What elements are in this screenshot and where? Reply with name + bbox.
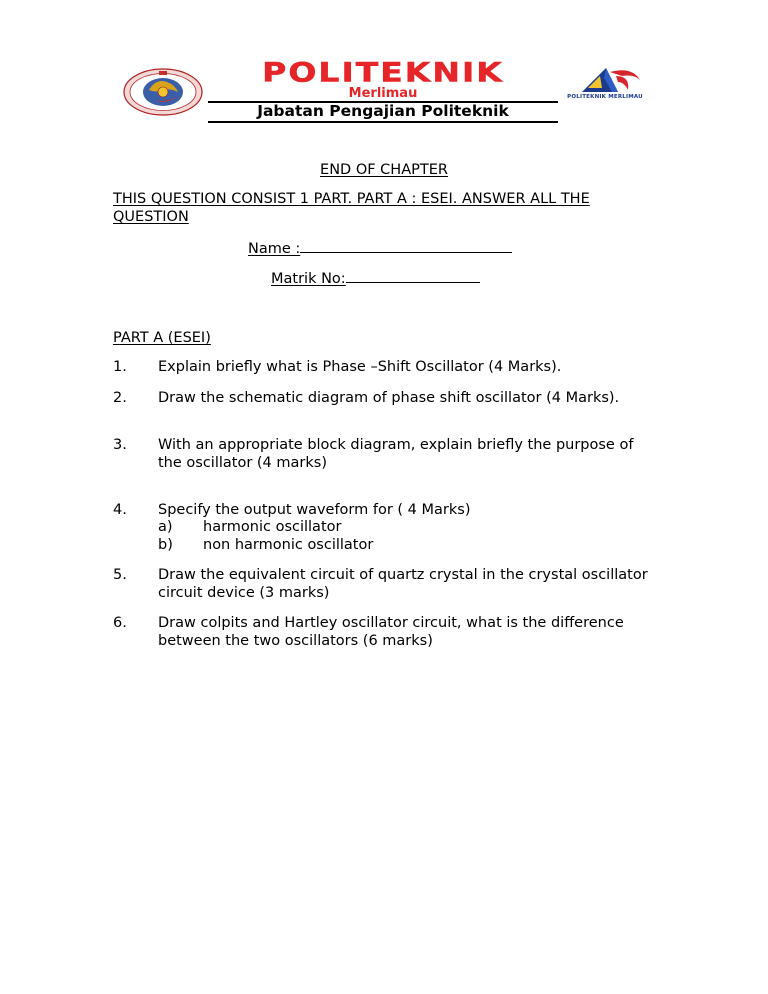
name-field [248, 237, 512, 257]
question-text: Draw the schematic diagram of phase shift oscillator (4 Marks). [158, 390, 620, 406]
question-number: 5. [113, 567, 127, 583]
brand-underline [208, 121, 558, 123]
matrik-field [271, 267, 480, 287]
brand-block [206, 55, 560, 122]
politeknik-logo-icon [560, 62, 650, 118]
question-text: Specify the output waveform for ( 4 Marks) [158, 502, 471, 518]
question-text: With an appropriate block diagram, explain briefly the purpose of the oscillator (4 marks) [158, 437, 634, 471]
department-name: Jabatan Pengajian Politeknik [257, 102, 509, 120]
sub-item-text: non harmonic oscillator [203, 536, 374, 553]
logo-caption: POLITEKNIK MERLIMAU [567, 94, 643, 100]
question-item [113, 614, 658, 650]
matrik-label: Matrik No: [271, 271, 346, 287]
matrik-blank [346, 267, 480, 283]
name-label: Name : [248, 241, 301, 257]
question-item [113, 436, 658, 472]
question-item [113, 358, 658, 376]
question-number: 1. [113, 359, 127, 375]
section-heading: PART A (ESEI) [113, 330, 211, 346]
question-number: 4. [113, 502, 127, 518]
letterhead [120, 56, 650, 126]
question-item [113, 566, 658, 602]
question-number: 2. [113, 390, 127, 406]
name-blank [300, 237, 512, 253]
question-item [113, 389, 658, 407]
sub-item [113, 519, 658, 537]
question-text: Draw the equivalent circuit of quartz crystal in the crystal oscillator circuit device (3 marks) [158, 567, 648, 601]
question-number: 6. [113, 615, 127, 631]
sub-item-label: a) [158, 519, 173, 535]
brand-subtitle: Merlimau [348, 86, 418, 101]
question-item [113, 501, 658, 554]
sub-item [113, 537, 658, 555]
instructions: THIS QUESTION CONSIST 1 PART. PART A : ESEI. ANSWER ALL THE QUESTION [113, 191, 590, 225]
question-text: Explain briefly what is Phase –Shift Oscillator (4 Marks). [158, 359, 562, 375]
sub-item-text: harmonic oscillator [203, 519, 342, 535]
question-number: 3. [113, 437, 127, 453]
brand-name: POLITEKNIK [262, 55, 504, 88]
question-text: Draw colpits and Hartley oscillator circuit, what is the difference between the two oscillators (6 marks) [158, 615, 624, 649]
document-title: END OF CHAPTER [320, 162, 448, 178]
ministry-seal-icon [123, 68, 203, 116]
sub-item-label: b) [158, 536, 173, 553]
